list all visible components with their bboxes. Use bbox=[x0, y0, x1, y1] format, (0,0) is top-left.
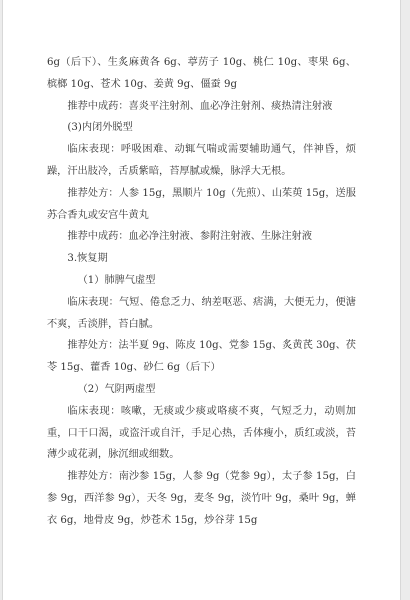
subsection-heading: （2）气阴两虚型 bbox=[77, 383, 156, 395]
recommended-medicine: 推荐中成药：喜炎平注射剂、血必净注射剂、痰热清注射液 bbox=[67, 100, 333, 112]
clinical-manifestation: 临床表现：呼吸困难、动辄气喘或需要辅助通气，伴神昏，烦躁，汗出肢冷，舌质紫暗，苔厚腻或燥，脉浮大无根。 bbox=[47, 144, 356, 177]
recommended-prescription: 推荐处方：人参 15g，黑顺片 10g（先煎）、山茱萸 15g，送服苏合香丸或安宫牛黄丸 bbox=[47, 187, 356, 221]
subsection-heading: （1）肺脾气虚型 bbox=[77, 274, 156, 286]
section-heading: 3.恢复期 bbox=[67, 253, 108, 265]
clinical-manifestation: 临床表现：咳嗽，无痰或少痰或咯痰不爽，气短乏力，动则加重，口干口渴，或盗汗或自汗，手足心热，舌体瘦小，质红或淡，苔薄少或花剥，脉沉细或细数。 bbox=[47, 405, 356, 461]
section-heading: (3)内闭外脱型 bbox=[67, 122, 133, 134]
recommended-prescription: 推荐处方：法半夏 9g、陈皮 10g、党参 15g、炙黄芪 30g、茯苓 15g、藿香 10g、砂仁 6g（后下） bbox=[47, 340, 356, 374]
recommended-medicine: 推荐中成药：血必净注射液、参附注射液、生脉注射液 bbox=[67, 231, 312, 243]
document-page bbox=[2, 0, 401, 600]
recommended-prescription: 推荐处方：南沙参 15g，人参 9g（党参 9g），太子参 15g，白参 9g，西洋参 9g），天冬 9g，麦冬 9g，淡竹叶 9g，桑叶 9g，蝉衣 6g，地骨皮 9g，炒苍术 15g，炒谷芽 15g bbox=[47, 471, 356, 526]
prescription-continued: 6g（后下）、生炙麻黄各 6g、葶苈子 10g、桃仁 10g、枣果 6g、槟榔 10g、苍术 10g、姜黄 9g、僵蚕 9g bbox=[47, 57, 356, 90]
document-body bbox=[3, 52, 400, 532]
clinical-manifestation: 临床表现：气短、倦怠乏力、纳差呕恶、痞满，大便无力，便溏不爽，舌淡胖，苔白腻。 bbox=[47, 296, 356, 330]
